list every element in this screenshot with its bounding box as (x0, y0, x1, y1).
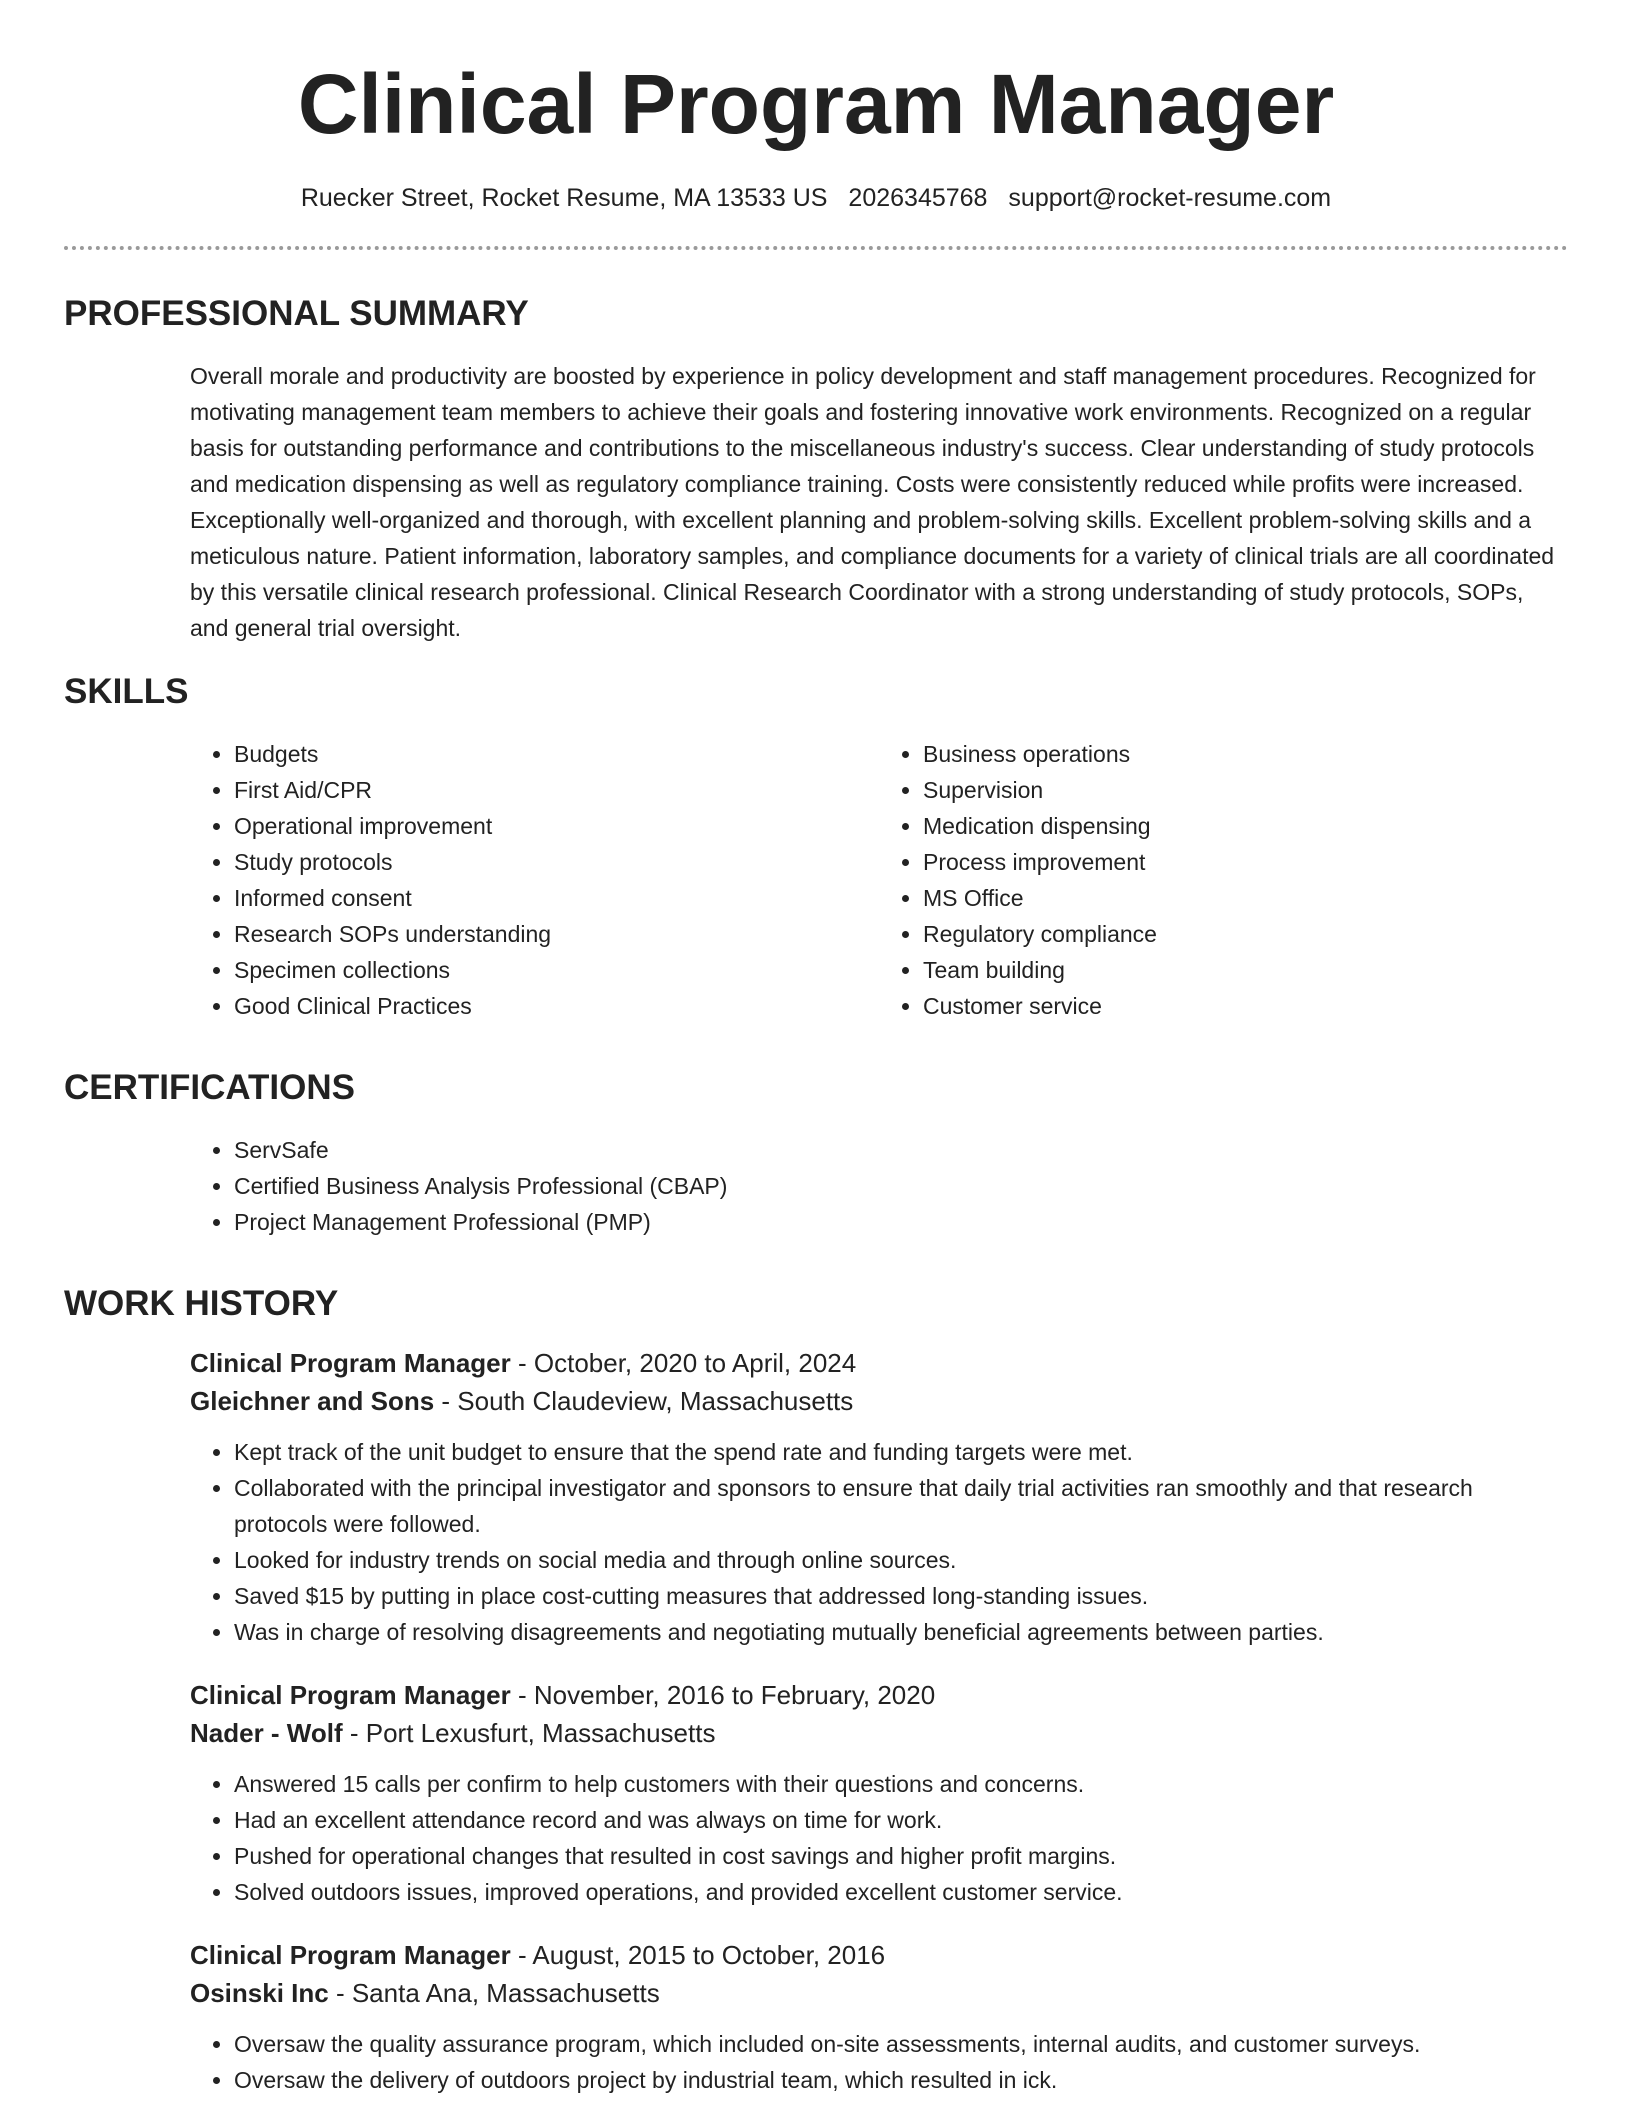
job-entry (190, 1344, 1568, 1650)
job-company-line (190, 1974, 1568, 2012)
job-bullet: • Solved outdoors issues, improved operations, and provided excellent customer service. (234, 1874, 1568, 1910)
skills-heading: SKILLS (64, 672, 189, 711)
job-company-line (190, 1382, 1568, 1420)
job-company-line (190, 1714, 1568, 1752)
skill-item: • Business operations (923, 736, 1568, 772)
job-location: - South Claudeview, Massachusetts (434, 1386, 854, 1416)
job-bullet: • Oversaw the quality assurance program, which included on-site assessments, internal audits, and customer surveys. (234, 2026, 1568, 2062)
job-location: - Santa Ana, Massachusetts (328, 1978, 660, 2008)
skill-item: • Team building (923, 952, 1568, 988)
contact-address: Ruecker Street, Rocket Resume, MA 13533 US (300, 184, 828, 212)
job-bullet: • Answered 15 calls per confirm to help customers with their questions and concerns. (234, 1766, 1568, 1802)
resume-name: Clinical Program Manager (297, 57, 1335, 151)
skill-item: • Supervision (923, 772, 1568, 808)
job-bullet: • Had an excellent attendance record and was always on time for work. (234, 1802, 1568, 1838)
skill-item: • Customer service (923, 988, 1568, 1024)
job-entry (190, 1936, 1568, 2098)
certifications-heading: CERTIFICATIONS (64, 1068, 356, 1107)
certifications-list (190, 1132, 1568, 1240)
skill-item: • Process improvement (923, 844, 1568, 880)
skills-column-left (190, 736, 879, 1024)
job-bullets (190, 1434, 1568, 1650)
job-bullet: • Pushed for operational changes that resulted in cost savings and higher profit margins. (234, 1838, 1568, 1874)
job-title-line (190, 1344, 1568, 1382)
skill-item: • First Aid/CPR (234, 772, 879, 808)
skill-item: • MS Office (923, 880, 1568, 916)
skills-list (190, 736, 1568, 1024)
job-dates: - August, 2015 to October, 2016 (510, 1940, 886, 1970)
skill-item: • Budgets (234, 736, 879, 772)
job-bullet: • Kept track of the unit budget to ensure that the spend rate and funding targets were met. (234, 1434, 1568, 1470)
job-bullet: • Looked for industry trends on social media and through online sources. (234, 1542, 1568, 1578)
job-bullet: • Oversaw the delivery of outdoors project by industrial team, which resulted in ick. (234, 2062, 1568, 2098)
job-role: Clinical Program Manager (190, 1680, 511, 1710)
contact-line (64, 182, 1568, 214)
skill-item: • Study protocols (234, 844, 879, 880)
job-title-line (190, 1936, 1568, 1974)
skill-item: • Informed consent (234, 880, 879, 916)
skill-item: • Regulatory compliance (923, 916, 1568, 952)
job-bullets (190, 2026, 1568, 2098)
job-bullets (190, 1766, 1568, 1910)
work-history (190, 1344, 1568, 2098)
certification-item: • ServSafe (234, 1132, 1568, 1168)
job-title-line (190, 1676, 1568, 1714)
skill-item: • Specimen collections (234, 952, 879, 988)
job-dates: - November, 2016 to February, 2020 (510, 1680, 936, 1710)
skills-column-right (879, 736, 1568, 1024)
skill-item: • Research SOPs understanding (234, 916, 879, 952)
job-bullet: • Collaborated with the principal investigator and sponsors to ensure that daily trial activities ran smoothly and that research protocols were followed. (234, 1470, 1568, 1542)
job-bullet: • Was in charge of resolving disagreements and negotiating mutually beneficial agreements between parties. (234, 1614, 1568, 1650)
summary-text: Overall morale and productivity are boosted by experience in policy development and staff management procedures. Recognized for motivating management team members to achieve their goals and fostering innovative work environments. Recognized on a regular basis for outstanding performance and contributions to the miscellaneous industry's success. Clear understanding of study protocols and medication dispensing as well as regulatory compliance training. Costs were consistently reduced while profits were increased. Exceptionally well-organized and thorough, with excellent planning and problem-solving skills. Excellent problem-solving skills and a meticulous nature. Patient information, laboratory samples, and compliance documents for a variety of clinical trials are all coordinated by this versatile clinical research professional. Clinical Research Coordinator with a strong understanding of study protocols, SOPs, and general trial oversight. (190, 363, 1555, 641)
job-location: - Port Lexusfurt, Massachusetts (342, 1718, 716, 1748)
job-bullet: • Saved $15 by putting in place cost-cutting measures that addressed long-standing issues. (234, 1578, 1568, 1614)
job-role: Clinical Program Manager (190, 1940, 511, 1970)
skill-item: • Good Clinical Practices (234, 988, 879, 1024)
work-history-heading: WORK HISTORY (64, 1284, 339, 1323)
certification-item: • Certified Business Analysis Professional (CBAP) (234, 1168, 1568, 1204)
job-entry (190, 1676, 1568, 1910)
job-company: Gleichner and Sons (190, 1386, 435, 1416)
resume-page (64, 0, 1568, 2098)
contact-phone: 2026345768 (848, 184, 988, 212)
job-dates: - October, 2020 to April, 2024 (510, 1348, 857, 1378)
job-company: Osinski Inc (190, 1978, 329, 2008)
job-role: Clinical Program Manager (190, 1348, 511, 1378)
job-company: Nader - Wolf (190, 1718, 343, 1748)
header-divider (64, 246, 1568, 250)
skill-item: • Medication dispensing (923, 808, 1568, 844)
skill-item: • Operational improvement (234, 808, 879, 844)
contact-email: support@rocket-resume.com (1008, 184, 1332, 212)
certification-item: • Project Management Professional (PMP) (234, 1204, 1568, 1240)
summary-heading: PROFESSIONAL SUMMARY (64, 294, 529, 333)
